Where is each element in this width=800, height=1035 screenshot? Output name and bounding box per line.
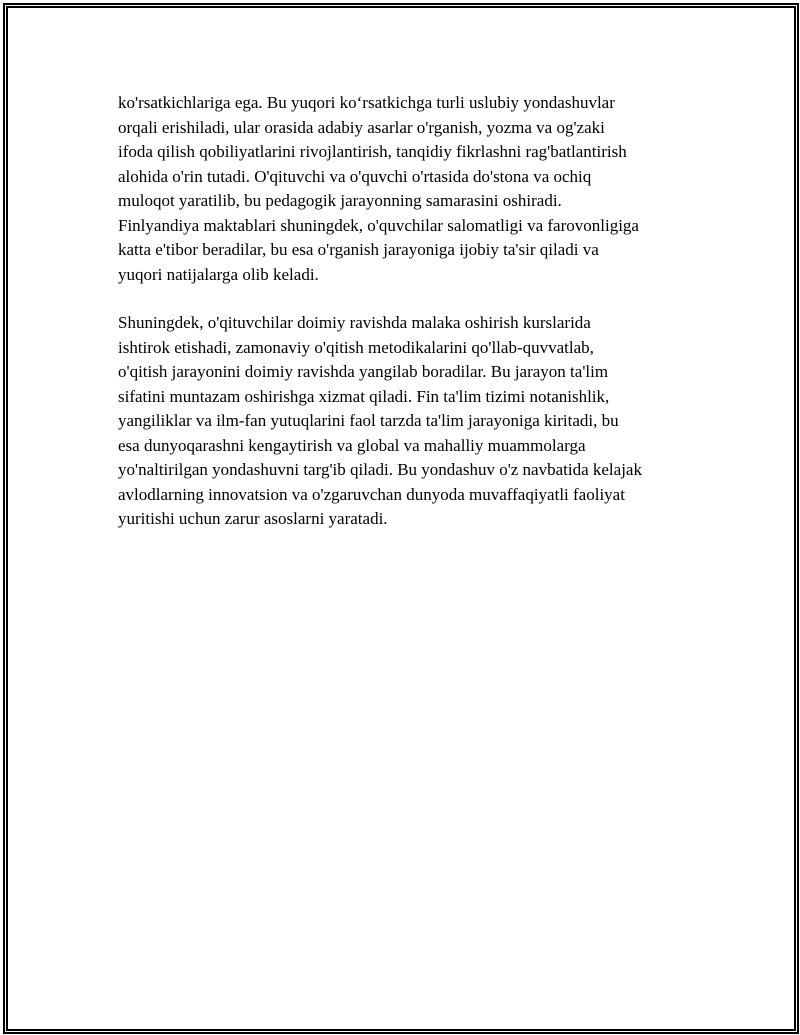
- text-line: muloqot yaratilib, bu pedagogik jarayonning samarasini oshiradi.: [118, 191, 562, 210]
- text-line: esa dunyoqarashni kengaytirish va global va mahalliy muammolarga: [118, 435, 586, 455]
- paragraph-1: [118, 91, 698, 287]
- text-line: ifoda qilish qobiliyatlarini rivojlantirish, tanqidiy fikrlashni rag'batlantirish: [118, 142, 627, 161]
- text-line: alohida o'rin tutadi. O'qituvchi va o'quvchi o'rtasida do'stona va ochiq: [118, 166, 592, 186]
- document-body: [118, 91, 698, 556]
- text-line: yo'naltirilgan yondashuvni targ'ib qiladi. Bu yondashuv o'z navbatida kelajak: [118, 460, 642, 479]
- text-line: katta e'tibor beradilar, bu esa o'rganish jarayoniga ijobiy ta'sir qiladi va: [118, 240, 599, 259]
- text-line: avlodlarning innovatsion va o'zgaruvchan dunyoda muvaffaqiyatli faoliyat: [118, 484, 625, 504]
- text-line: ishtirok etishadi, zamonaviy o'qitish metodikalarini qo'llab-quvvatlab,: [118, 337, 594, 357]
- text-line: yuritishi uchun zarur asoslarni yaratadi.: [118, 509, 388, 528]
- text-line: yuqori natijalarga olib keladi.: [118, 264, 319, 284]
- text-line: sifatini muntazam oshirishga xizmat qiladi. Fin ta'lim tizimi notanishlik,: [118, 386, 610, 406]
- text-line: o'qitish jarayonini doimiy ravishda yangilab boradilar. Bu jarayon ta'lim: [118, 362, 609, 381]
- text-line: yangiliklar va ilm-fan yutuqlarini faol tarzda ta'lim jarayoniga kiritadi, bu: [118, 411, 619, 430]
- text-line: Finlyandiya maktablari shuningdek, o'quvchilar salomatligi va farovonligiga: [118, 215, 639, 235]
- paragraph-2: [118, 311, 698, 532]
- text-line: ko'rsatkichlariga ega. Bu yuqori ko‘rsatkichga turli uslubiy yondashuvlar: [118, 93, 615, 112]
- text-line: Shuningdek, o'qituvchilar doimiy ravishda malaka oshirish kurslarida: [118, 313, 591, 332]
- text-line: orqali erishiladi, ular orasida adabiy asarlar o'rganish, yozma va og'zaki: [118, 117, 605, 137]
